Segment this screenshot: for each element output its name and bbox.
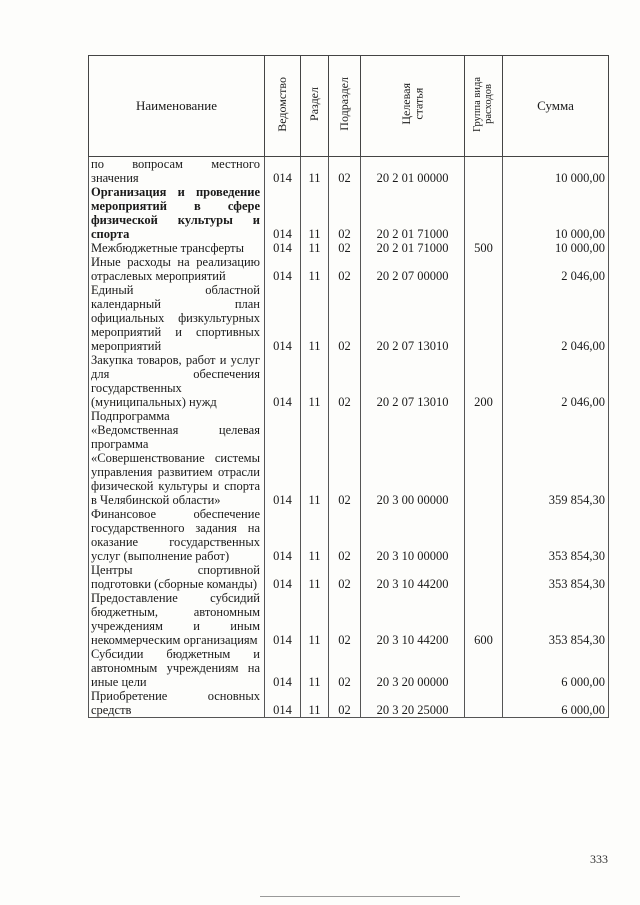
row-ved: 014 bbox=[265, 241, 301, 255]
row-grp bbox=[465, 689, 503, 718]
row-podr: 02 bbox=[329, 283, 361, 353]
row-name: Предоставление субсидий бюджетным, автономным учреждениям и иным некоммерческим организациям bbox=[89, 591, 265, 647]
table-row bbox=[89, 409, 609, 507]
row-podr: 02 bbox=[329, 157, 361, 186]
header-cel: Целевая статья bbox=[398, 83, 426, 125]
row-sum: 353 854,30 bbox=[503, 563, 609, 591]
row-sum: 10 000,00 bbox=[503, 157, 609, 186]
row-razd: 11 bbox=[301, 507, 329, 563]
row-ved: 014 bbox=[265, 255, 301, 283]
row-razd: 11 bbox=[301, 353, 329, 409]
header-cel-cell bbox=[361, 56, 465, 157]
row-name: Финансовое обеспечение государственного задания на оказание государственных услуг (выполнение работ) bbox=[89, 507, 265, 563]
table-row bbox=[89, 591, 609, 647]
table-row bbox=[89, 647, 609, 689]
row-name: по вопросам местного значения bbox=[89, 157, 265, 186]
row-podr: 02 bbox=[329, 353, 361, 409]
row-name: Подпрограмма «Ведомственная целевая программа «Совершенствование системы управления развитием отрасли физической культуры и спорта в Челябинской области» bbox=[89, 409, 265, 507]
row-ved: 014 bbox=[265, 283, 301, 353]
header-razd: Раздел bbox=[307, 87, 322, 121]
header-ved-cell bbox=[265, 56, 301, 157]
row-grp: 600 bbox=[465, 591, 503, 647]
table-row bbox=[89, 241, 609, 255]
row-razd: 11 bbox=[301, 591, 329, 647]
row-cel: 20 3 00 00000 bbox=[361, 409, 465, 507]
row-cel: 20 3 20 25000 bbox=[361, 689, 465, 718]
header-grp-cell bbox=[465, 56, 503, 157]
row-grp bbox=[465, 185, 503, 241]
table-row bbox=[89, 255, 609, 283]
table-body bbox=[89, 157, 609, 718]
row-name: Закупка товаров, работ и услуг для обеспечения государственных (муниципальных) нужд bbox=[89, 353, 265, 409]
row-name: Приобретение основных средств bbox=[89, 689, 265, 718]
header-sum: Сумма bbox=[503, 56, 609, 157]
row-sum: 353 854,30 bbox=[503, 507, 609, 563]
table-row bbox=[89, 507, 609, 563]
row-ved: 014 bbox=[265, 185, 301, 241]
table-row bbox=[89, 689, 609, 718]
row-grp: 200 bbox=[465, 353, 503, 409]
header-podr: Подраздел bbox=[337, 77, 352, 131]
row-name: Иные расходы на реализацию отраслевых мероприятий bbox=[89, 255, 265, 283]
row-grp: 500 bbox=[465, 241, 503, 255]
row-name: Организация и проведение мероприятий в сфере физической культуры и спорта bbox=[89, 185, 265, 241]
row-razd: 11 bbox=[301, 157, 329, 186]
row-ved: 014 bbox=[265, 647, 301, 689]
table-header-row bbox=[89, 56, 609, 157]
table-row bbox=[89, 157, 609, 186]
row-sum: 353 854,30 bbox=[503, 591, 609, 647]
row-razd: 11 bbox=[301, 185, 329, 241]
row-ved: 014 bbox=[265, 563, 301, 591]
row-podr: 02 bbox=[329, 591, 361, 647]
row-name: Субсидии бюджетным и автономным учреждениям на иные цели bbox=[89, 647, 265, 689]
row-podr: 02 bbox=[329, 507, 361, 563]
row-ved: 014 bbox=[265, 507, 301, 563]
row-razd: 11 bbox=[301, 283, 329, 353]
row-name: Межбюджетные трансферты bbox=[89, 241, 265, 255]
row-ved: 014 bbox=[265, 157, 301, 186]
row-podr: 02 bbox=[329, 689, 361, 718]
row-cel: 20 3 10 44200 bbox=[361, 591, 465, 647]
row-sum: 10 000,00 bbox=[503, 241, 609, 255]
row-name: Единый областной календарный план официальных физкультурных мероприятий и спортивных мероприятий bbox=[89, 283, 265, 353]
row-podr: 02 bbox=[329, 563, 361, 591]
row-cel: 20 3 20 00000 bbox=[361, 647, 465, 689]
row-sum: 10 000,00 bbox=[503, 185, 609, 241]
scan-edge-line bbox=[260, 896, 460, 897]
row-cel: 20 2 01 00000 bbox=[361, 157, 465, 186]
row-sum: 2 046,00 bbox=[503, 255, 609, 283]
row-sum: 6 000,00 bbox=[503, 647, 609, 689]
header-razd-cell bbox=[301, 56, 329, 157]
row-grp bbox=[465, 255, 503, 283]
row-sum: 6 000,00 bbox=[503, 689, 609, 718]
row-grp bbox=[465, 563, 503, 591]
row-cel: 20 3 10 44200 bbox=[361, 563, 465, 591]
row-podr: 02 bbox=[329, 185, 361, 241]
budget-table bbox=[88, 55, 609, 718]
row-sum: 2 046,00 bbox=[503, 353, 609, 409]
row-ved: 014 bbox=[265, 591, 301, 647]
row-cel: 20 2 07 13010 bbox=[361, 283, 465, 353]
row-razd: 11 bbox=[301, 255, 329, 283]
header-grp: Группа вида расходов bbox=[472, 76, 495, 132]
row-cel: 20 3 10 00000 bbox=[361, 507, 465, 563]
row-razd: 11 bbox=[301, 563, 329, 591]
row-sum: 2 046,00 bbox=[503, 283, 609, 353]
row-name: Центры спортивной подготовки (сборные команды) bbox=[89, 563, 265, 591]
table-row bbox=[89, 353, 609, 409]
row-razd: 11 bbox=[301, 647, 329, 689]
row-podr: 02 bbox=[329, 409, 361, 507]
row-cel: 20 2 07 13010 bbox=[361, 353, 465, 409]
row-ved: 014 bbox=[265, 409, 301, 507]
row-ved: 014 bbox=[265, 689, 301, 718]
row-razd: 11 bbox=[301, 689, 329, 718]
page-number: 333 bbox=[590, 852, 608, 866]
row-cel: 20 2 07 00000 bbox=[361, 255, 465, 283]
row-grp bbox=[465, 283, 503, 353]
header-podr-cell bbox=[329, 56, 361, 157]
table-row bbox=[89, 563, 609, 591]
row-razd: 11 bbox=[301, 409, 329, 507]
table-row bbox=[89, 283, 609, 353]
table-row bbox=[89, 185, 609, 241]
header-name: Наименование bbox=[89, 56, 265, 157]
row-podr: 02 bbox=[329, 241, 361, 255]
row-grp bbox=[465, 409, 503, 507]
row-grp bbox=[465, 507, 503, 563]
row-podr: 02 bbox=[329, 255, 361, 283]
header-ved: Ведомство bbox=[275, 76, 290, 132]
row-grp bbox=[465, 647, 503, 689]
row-cel: 20 2 01 71000 bbox=[361, 241, 465, 255]
row-sum: 359 854,30 bbox=[503, 409, 609, 507]
row-ved: 014 bbox=[265, 353, 301, 409]
row-podr: 02 bbox=[329, 647, 361, 689]
row-razd: 11 bbox=[301, 241, 329, 255]
row-cel: 20 2 01 71000 bbox=[361, 185, 465, 241]
row-grp bbox=[465, 157, 503, 186]
